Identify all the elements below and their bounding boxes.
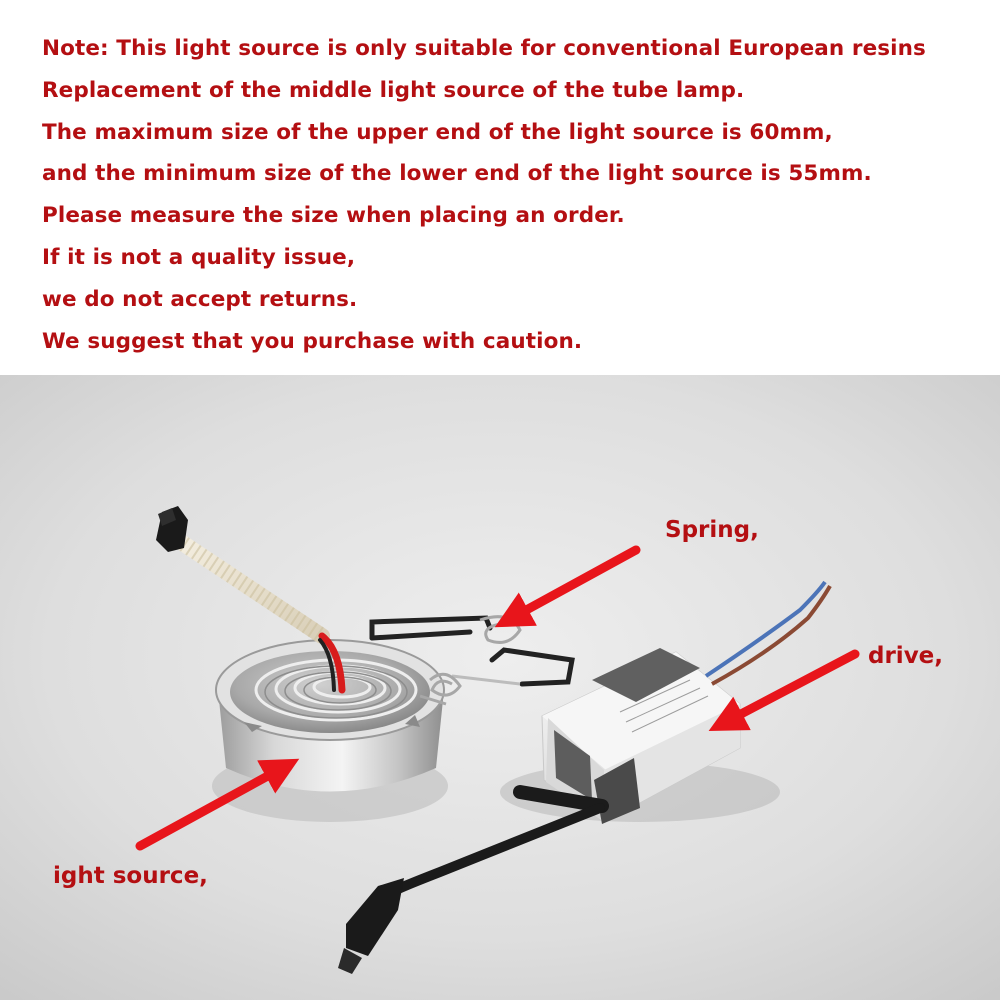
callout-drive-label: drive, xyxy=(868,643,944,669)
note-line-8: We suggest that you purchase with caution. xyxy=(42,328,583,354)
note-line-2: Replacement of the middle light source of the tube lamp. xyxy=(42,77,745,103)
note-line-7: we do not accept returns. xyxy=(42,286,358,312)
note-line-6: If it is not a quality issue, xyxy=(42,244,356,270)
callout-spring-label: Spring, xyxy=(665,517,759,543)
note-line-3: The maximum size of the upper end of the light source is 60mm, xyxy=(42,119,833,145)
note-line-5: Please measure the size when placing an order. xyxy=(42,203,625,229)
note-line-1: Note: This light source is only suitable for conventional European resins xyxy=(42,36,926,61)
product-photo xyxy=(0,375,1000,1000)
callout-light-source-label: ight source, xyxy=(53,863,208,889)
note-line-4: and the minimum size of the lower end of the light source is 55mm. xyxy=(42,161,872,187)
photo-backdrop xyxy=(0,375,1000,1000)
note-text-block xyxy=(42,28,982,362)
